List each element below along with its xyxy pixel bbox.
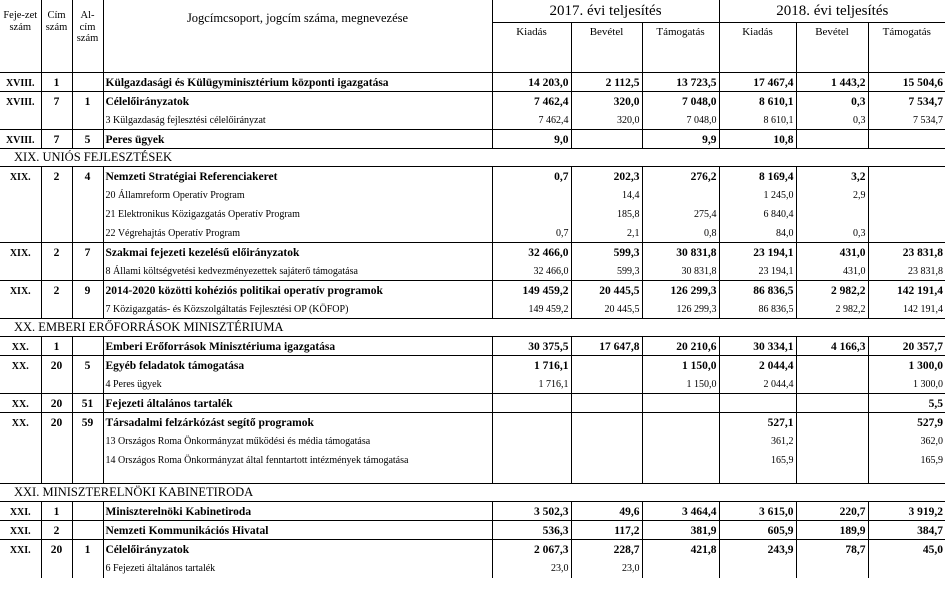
value-k1 [492,451,571,484]
value-k1: 149 459,2 [492,300,571,319]
cim-cell: 20 [41,540,72,559]
item-name: Fejezeti általános tartalék [103,394,492,413]
value-b1: 202,3 [571,167,642,186]
table-row [0,451,945,484]
value-b1: 2,1 [571,224,642,243]
table-row [0,559,945,578]
fejezet-cell: XIX. [9,286,31,297]
value-t2: 23 831,8 [868,243,945,262]
value-b1: 599,3 [571,262,642,281]
alcim-cell [72,337,103,356]
value-t1: 30 831,8 [642,243,719,262]
value-b2 [796,413,868,432]
value-k1 [492,394,571,413]
fejezet-cell [0,205,41,224]
cim-cell: 2 [41,521,72,540]
header-bevetel-2017: Bevétel [571,23,642,73]
table-row [0,73,945,92]
value-t1: 276,2 [642,167,719,186]
value-t1: 13 723,5 [642,73,719,92]
value-k2: 86 836,5 [719,300,796,319]
value-t2: 527,9 [868,413,945,432]
alcim-cell [72,375,103,394]
value-k1: 0,7 [492,167,571,186]
value-b2: 0,3 [796,111,868,130]
value-t2: 7 534,7 [868,92,945,111]
value-k2: 3 615,0 [719,502,796,521]
alcim-cell: 5 [72,356,103,375]
table-row [0,356,945,375]
table-row [0,205,945,224]
header-year-2017: 2017. évi teljesítés [492,0,719,23]
value-b2: 0,3 [796,92,868,111]
cim-cell: 2 [41,281,72,300]
value-t1: 9,9 [642,130,719,149]
value-b2: 4 166,3 [796,337,868,356]
item-name: 20 Államreform Operatív Program [103,186,492,205]
cim-cell [41,224,72,243]
value-b2: 1 443,2 [796,73,868,92]
alcim-cell: 4 [72,167,103,186]
table-row [0,521,945,540]
cim-cell: 1 [41,73,72,92]
item-name: Nemzeti Kommunikációs Hivatal [103,521,492,540]
value-k2: 165,9 [719,451,796,484]
value-b2: 220,7 [796,502,868,521]
value-t1 [642,451,719,484]
cim-cell: 2 [41,243,72,262]
value-k2 [719,394,796,413]
table-row [0,130,945,149]
section-row [0,484,945,502]
value-k1: 0,7 [492,224,571,243]
item-name: 6 Fejezeti általános tartalék [103,559,492,578]
header-cim: Cím szám [41,0,72,73]
item-name: 8 Állami költségvetési kedvezményezettek sajáterő támogatása [103,262,492,281]
value-k2: 23 194,1 [719,262,796,281]
value-t1: 20 210,6 [642,337,719,356]
value-b1: 23,0 [571,559,642,578]
alcim-cell: 9 [72,281,103,300]
value-k1: 9,0 [492,130,571,149]
value-k1 [492,413,571,432]
table-row [0,432,945,451]
value-t2 [868,167,945,186]
item-name: Nemzeti Stratégiai Referenciakeret [103,167,492,186]
table-row [0,540,945,559]
value-t1: 126 299,3 [642,300,719,319]
value-b2 [796,394,868,413]
header-title: Jogcímcsoport, jogcím száma, megnevezése [103,0,492,73]
value-b2 [796,559,868,578]
value-b2: 2 982,2 [796,300,868,319]
value-b1: 185,8 [571,205,642,224]
value-t2: 384,7 [868,521,945,540]
item-name: Célelőirányzatok [103,92,492,111]
header-tamogatas-2018: Támogatás [868,23,945,73]
alcim-cell: 5 [72,130,103,149]
value-b1 [571,451,642,484]
value-t2: 20 357,7 [868,337,945,356]
item-name: Egyéb feladatok támogatása [103,356,492,375]
table-row [0,413,945,432]
value-b2 [796,205,868,224]
value-b2: 2 982,2 [796,281,868,300]
alcim-cell [72,432,103,451]
value-k1: 7 462,4 [492,111,571,130]
fejezet-cell [0,375,41,394]
value-k2 [719,559,796,578]
fejezet-cell: XX. [11,418,29,429]
cim-cell [41,186,72,205]
header-tamogatas-2017: Támogatás [642,23,719,73]
item-name: 22 Végrehajtás Operatív Program [103,224,492,243]
header-kiadas-2018: Kiadás [719,23,796,73]
fejezet-cell: XX. [11,399,29,410]
value-b1 [571,375,642,394]
value-b1: 20 445,5 [571,300,642,319]
table-body [0,73,945,578]
value-t2: 15 504,6 [868,73,945,92]
value-k2: 1 245,0 [719,186,796,205]
value-t1: 3 464,4 [642,502,719,521]
value-k1: 14 203,0 [492,73,571,92]
cim-cell [41,111,72,130]
value-b1: 320,0 [571,92,642,111]
value-b2: 0,3 [796,224,868,243]
value-k1 [492,205,571,224]
value-t2: 7 534,7 [868,111,945,130]
item-name: 21 Elektronikus Közigazgatás Operatív Program [103,205,492,224]
value-t2: 1 300,0 [868,375,945,394]
value-t1: 421,8 [642,540,719,559]
section-title: XXI. MINISZTERELNÖKI KABINETIRODA [14,485,254,499]
alcim-cell [72,300,103,319]
value-b1 [571,356,642,375]
cim-cell: 1 [41,502,72,521]
header-alcim: Al-cím szám [72,0,103,73]
alcim-cell: 1 [72,92,103,111]
alcim-cell: 59 [72,413,103,432]
item-name: Társadalmi felzárkózást segítő programok [103,413,492,432]
fejezet-cell: XXI. [9,545,31,556]
fejezet-cell: XX. [11,342,29,353]
value-k1 [492,186,571,205]
cim-cell [41,205,72,224]
value-k2: 86 836,5 [719,281,796,300]
item-name: Peres ügyek [103,130,492,149]
item-name: Miniszterelnöki Kabinetiroda [103,502,492,521]
value-k2: 605,9 [719,521,796,540]
fejezet-cell: XXI. [9,526,31,537]
section-row [0,149,945,167]
table-row [0,337,945,356]
table-row [0,167,945,186]
value-b1: 228,7 [571,540,642,559]
item-name: 7 Közigazgatás- és Közszolgáltatás Fejlesztési OP (KÖFOP) [103,300,492,319]
value-b1: 2 112,5 [571,73,642,92]
value-t2: 5,5 [868,394,945,413]
fejezet-cell [0,262,41,281]
fejezet-cell: XVIII. [5,135,35,146]
value-t1: 381,9 [642,521,719,540]
value-t1: 275,4 [642,205,719,224]
item-name: Külgazdasági és Külügyminisztérium központi igazgatása [103,73,492,92]
value-t2: 362,0 [868,432,945,451]
fejezet-cell: XXI. [9,507,31,518]
alcim-cell [72,224,103,243]
header-fejezet: Feje-zet szám [3,10,38,33]
header-kiadas-2017: Kiadás [492,23,571,73]
value-b2: 3,2 [796,167,868,186]
value-b1: 117,2 [571,521,642,540]
alcim-cell [72,73,103,92]
alcim-cell: 51 [72,394,103,413]
value-k1: 7 462,4 [492,92,571,111]
alcim-cell [72,451,103,484]
value-t1: 0,8 [642,224,719,243]
section-title: XIX. UNIÓS FEJLESZTÉSEK [14,150,172,164]
alcim-cell [72,521,103,540]
table-row [0,394,945,413]
value-t2: 23 831,8 [868,262,945,281]
item-name: Emberi Erőforrások Minisztériuma igazgatása [103,337,492,356]
value-k2: 8 610,1 [719,111,796,130]
value-k1: 1 716,1 [492,375,571,394]
fejezet-cell [0,559,41,578]
table-row [0,186,945,205]
cim-cell [41,300,72,319]
fejezet-cell: XIX. [9,172,31,183]
cim-cell [41,262,72,281]
value-b1: 17 647,8 [571,337,642,356]
header-year-2018: 2018. évi teljesítés [719,0,945,23]
value-t2 [868,130,945,149]
value-t1: 7 048,0 [642,92,719,111]
table-row [0,262,945,281]
value-b1: 20 445,5 [571,281,642,300]
cim-cell: 20 [41,413,72,432]
alcim-cell [72,111,103,130]
value-b2: 431,0 [796,243,868,262]
value-k1: 32 466,0 [492,243,571,262]
value-t1 [642,559,719,578]
value-b1: 320,0 [571,111,642,130]
table-row [0,300,945,319]
alcim-cell: 1 [72,540,103,559]
value-k1: 1 716,1 [492,356,571,375]
table-row [0,502,945,521]
alcim-cell [72,186,103,205]
cim-cell: 2 [41,167,72,186]
value-t2: 1 300,0 [868,356,945,375]
value-k1: 30 375,5 [492,337,571,356]
value-k1: 23,0 [492,559,571,578]
fejezet-cell: XX. [11,361,29,372]
alcim-cell [72,559,103,578]
value-t2: 142 191,4 [868,300,945,319]
value-k1: 3 502,3 [492,502,571,521]
value-t1: 1 150,0 [642,356,719,375]
value-t1: 1 150,0 [642,375,719,394]
value-t1: 30 831,8 [642,262,719,281]
value-k1: 536,3 [492,521,571,540]
value-k2: 2 044,4 [719,375,796,394]
value-t2: 3 919,2 [868,502,945,521]
value-k2: 6 840,4 [719,205,796,224]
value-k1: 32 466,0 [492,262,571,281]
table-row [0,243,945,262]
value-t2 [868,559,945,578]
value-k2: 8 610,1 [719,92,796,111]
value-b2 [796,356,868,375]
alcim-cell: 7 [72,243,103,262]
fejezet-cell: XIX. [9,248,31,259]
value-b2: 189,9 [796,521,868,540]
table-row [0,92,945,111]
section-row [0,319,945,337]
value-k2: 361,2 [719,432,796,451]
cim-cell: 7 [41,92,72,111]
table-row [0,281,945,300]
fejezet-cell [0,300,41,319]
value-k1: 2 067,3 [492,540,571,559]
value-b1 [571,413,642,432]
value-b2 [796,130,868,149]
fejezet-cell [0,186,41,205]
value-t1 [642,432,719,451]
value-b2 [796,432,868,451]
section-title: XX. EMBERI ERŐFORRÁSOK MINISZTÉRIUMA [14,320,284,334]
cim-cell [41,375,72,394]
item-name: Célelőirányzatok [103,540,492,559]
cim-cell [41,451,72,484]
item-name: 3 Külgazdaság fejlesztési célelőirányzat [103,111,492,130]
fejezet-cell: XVIII. [5,97,35,108]
table-row [0,224,945,243]
value-t1 [642,394,719,413]
value-t1 [642,186,719,205]
item-name: 2014-2020 közötti kohéziós politikai operatív programok [103,281,492,300]
fejezet-cell [0,451,41,484]
value-b1: 599,3 [571,243,642,262]
value-k1 [492,432,571,451]
value-t2 [868,205,945,224]
value-t2: 45,0 [868,540,945,559]
value-k2: 527,1 [719,413,796,432]
value-k2: 84,0 [719,224,796,243]
value-k2: 17 467,4 [719,73,796,92]
value-b2: 78,7 [796,540,868,559]
item-name: 14 Országos Roma Önkormányzat által fenntartott intézmények támogatása [103,451,492,484]
value-b1 [571,432,642,451]
fejezet-cell [0,224,41,243]
value-b1 [571,130,642,149]
value-b1 [571,394,642,413]
alcim-cell [72,262,103,281]
header-bevetel-2018: Bevétel [796,23,868,73]
value-t2: 165,9 [868,451,945,484]
cim-cell: 20 [41,356,72,375]
alcim-cell [72,205,103,224]
value-t1: 7 048,0 [642,111,719,130]
value-b2: 2,9 [796,186,868,205]
item-name: Szakmai fejezeti kezelésű előirányzatok [103,243,492,262]
fejezet-cell [0,111,41,130]
cim-cell: 1 [41,337,72,356]
table-row [0,111,945,130]
fejezet-cell [0,432,41,451]
value-b1: 14,4 [571,186,642,205]
value-t2: 142 191,4 [868,281,945,300]
item-name: 13 Országos Roma Önkormányzat működési és média támogatása [103,432,492,451]
value-b2: 431,0 [796,262,868,281]
value-k2: 243,9 [719,540,796,559]
value-k2: 2 044,4 [719,356,796,375]
cim-cell [41,432,72,451]
value-b1: 49,6 [571,502,642,521]
value-k2: 10,8 [719,130,796,149]
fejezet-cell: XVIII. [5,78,35,89]
value-k2: 30 334,1 [719,337,796,356]
item-name: 4 Peres ügyek [103,375,492,394]
value-t1 [642,413,719,432]
value-b2 [796,375,868,394]
value-t2 [868,224,945,243]
cim-cell [41,559,72,578]
value-t2 [868,186,945,205]
cim-cell: 20 [41,394,72,413]
alcim-cell [72,502,103,521]
value-k2: 8 169,4 [719,167,796,186]
cim-cell: 7 [41,130,72,149]
table-row [0,375,945,394]
value-k2: 23 194,1 [719,243,796,262]
value-b2 [796,451,868,484]
value-t1: 126 299,3 [642,281,719,300]
value-k1: 149 459,2 [492,281,571,300]
